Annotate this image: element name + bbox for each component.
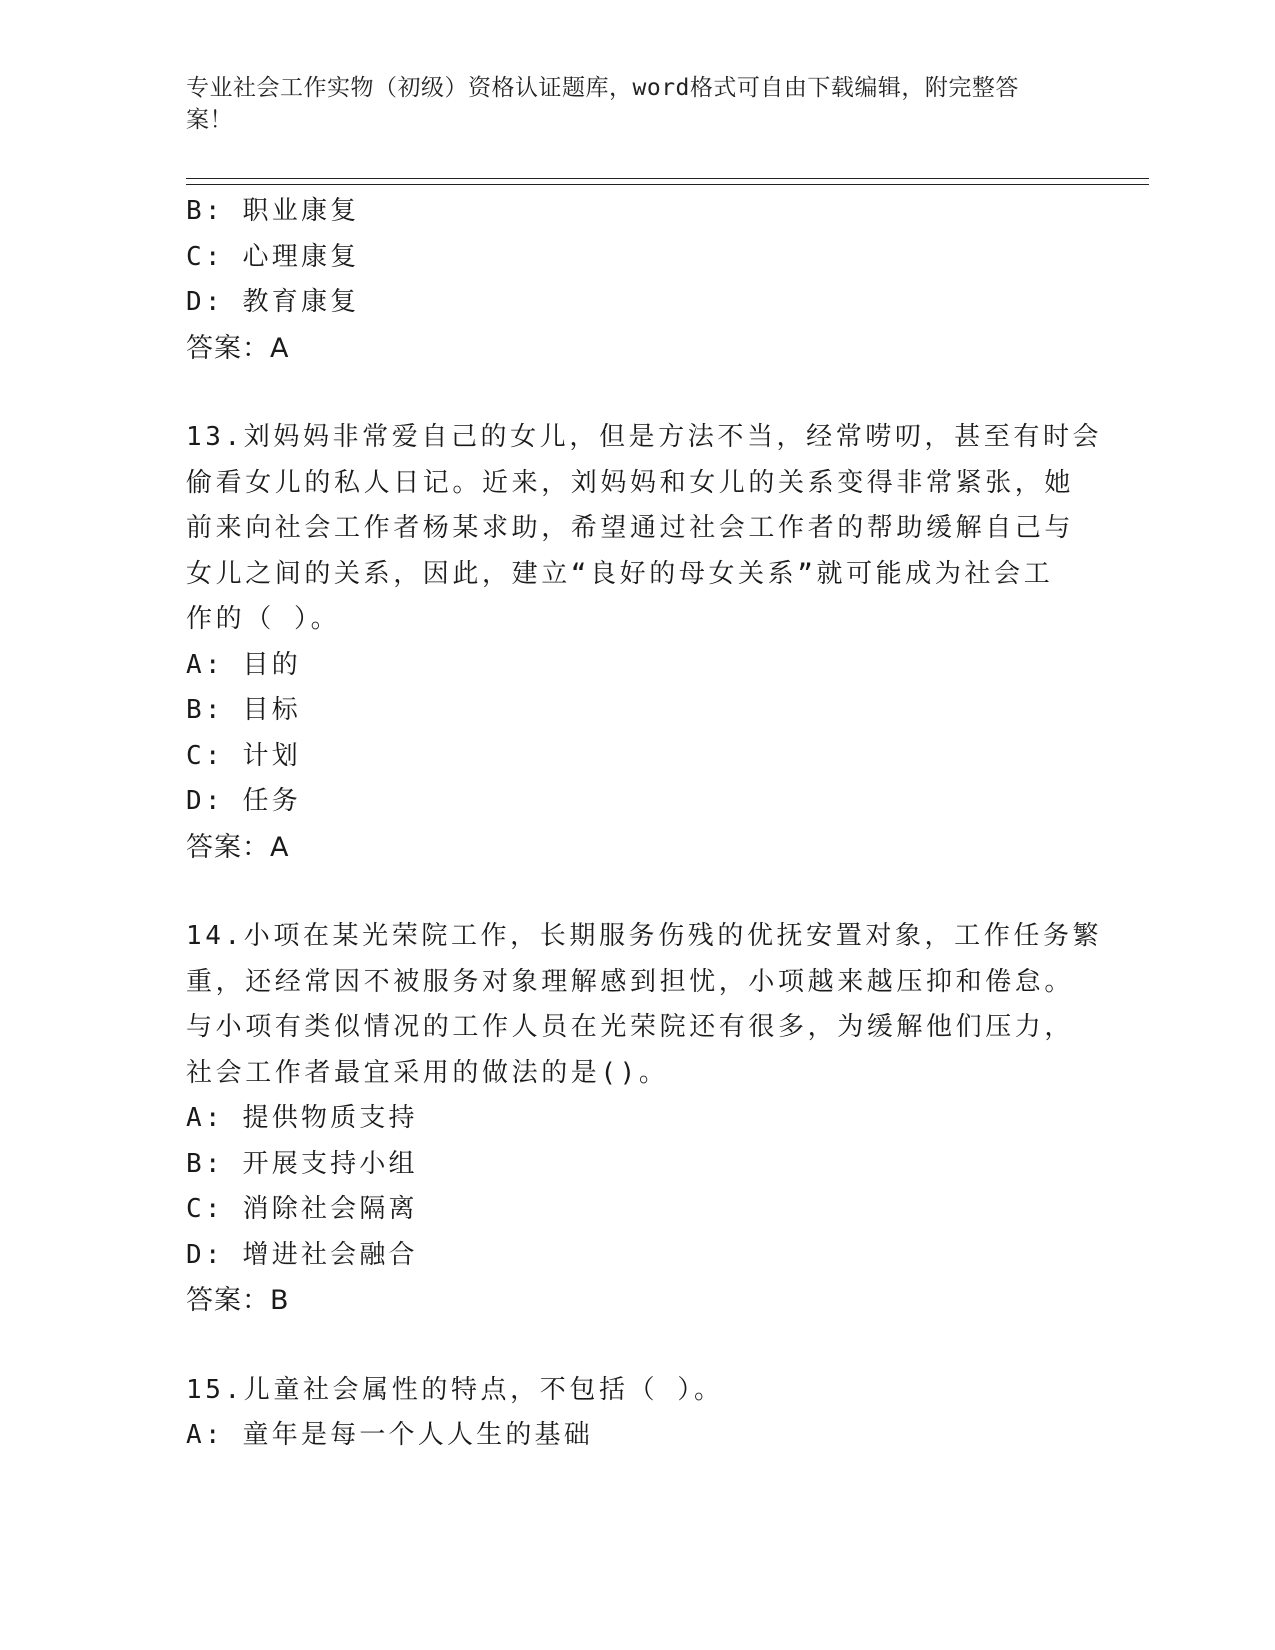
question-14 bbox=[186, 914, 1103, 1096]
option-c: C: 计划 bbox=[186, 740, 301, 771]
answer-line: 答案：B bbox=[186, 1285, 290, 1316]
question-text-line: 前来向社会工作者杨某求助，希望通过社会工作者的帮助缓解自己与 bbox=[186, 513, 1075, 543]
question-list bbox=[186, 189, 1103, 1459]
option-b: B: 开展支持小组 bbox=[186, 1148, 418, 1179]
answer-line: 答案：A bbox=[186, 831, 290, 863]
answer-line: 答案：A bbox=[186, 332, 290, 364]
question-text-line: 偷看女儿的私人日记。近来，刘妈妈和女儿的关系变得非常紧张，她 bbox=[186, 467, 1075, 498]
option-a: A: 童年是每一个人人生的基础 bbox=[186, 1420, 593, 1450]
option-d: D: 教育康复 bbox=[186, 287, 360, 317]
header-divider-bottom bbox=[186, 184, 1149, 185]
question-text-line: 15.儿童社会属性的特点，不包括（ ）。 bbox=[186, 1374, 724, 1405]
option-c: C: 消除社会隔离 bbox=[186, 1194, 418, 1224]
question-text-line: 社会工作者最宜采用的做法的是()。 bbox=[186, 1057, 669, 1088]
question-text-line: 与小项有类似情况的工作人员在光荣院还有很多，为缓解他们压力， bbox=[186, 1012, 1075, 1042]
header-line-1: 专业社会工作实物（初级）资格认证题库，word格式可自由下载编辑，附完整答 bbox=[186, 75, 1019, 101]
question-text-line: 14.小项在某光荣院工作，长期服务伤残的优抚安置对象，工作任务繁 bbox=[186, 921, 1103, 951]
options-14 bbox=[186, 1096, 1086, 1324]
question-12 bbox=[186, 189, 1086, 371]
question-text-line: 作的（ ）。 bbox=[186, 604, 341, 634]
question-text-line: 女儿之间的关系，因此，建立“良好的母女关系”就可能成为社会工 bbox=[186, 558, 1054, 589]
options-15 bbox=[186, 1413, 1086, 1459]
option-c: C: 心理康复 bbox=[186, 241, 360, 272]
option-b: B: 职业康复 bbox=[186, 196, 360, 226]
option-d: D: 任务 bbox=[186, 786, 301, 816]
page-header bbox=[186, 72, 1066, 136]
header-divider-top bbox=[186, 178, 1149, 179]
question-text-line: 重，还经常因不被服务对象理解感到担忧，小项越来越压抑和倦怠。 bbox=[186, 966, 1075, 997]
option-a: A: 提供物质支持 bbox=[186, 1103, 418, 1133]
question-text-line: 13.刘妈妈非常爱自己的女儿，但是方法不当，经常唠叨，甚至有时会 bbox=[186, 422, 1103, 452]
option-b: B: 目标 bbox=[186, 695, 301, 725]
header-line-2: 案！ bbox=[186, 107, 233, 133]
options-13 bbox=[186, 643, 1086, 871]
question-13 bbox=[186, 415, 1103, 643]
question-15 bbox=[186, 1368, 1086, 1414]
option-a: A: 目的 bbox=[186, 649, 301, 680]
option-d: D: 增进社会融合 bbox=[186, 1239, 418, 1270]
